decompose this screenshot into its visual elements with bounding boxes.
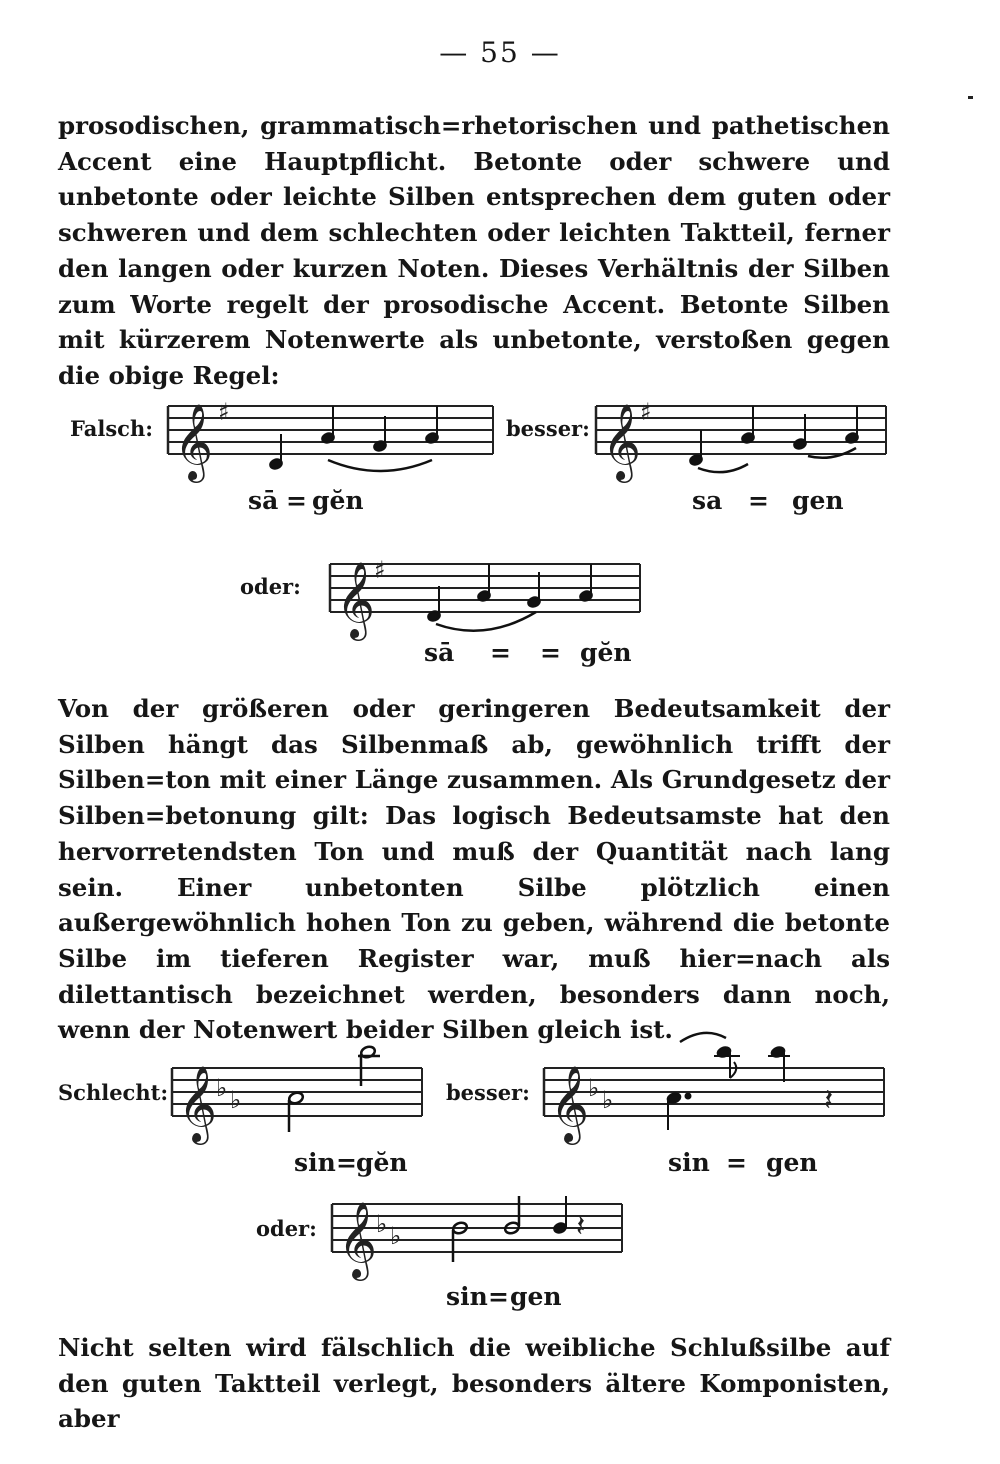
- lyric-hyphen: =: [748, 486, 769, 515]
- treble-clef-icon: 𝄞: [336, 561, 376, 638]
- flat-icon: ♭: [230, 1086, 242, 1114]
- example-label: oder:: [240, 574, 301, 599]
- flat-icon: ♭: [588, 1074, 600, 1102]
- flat-icon: ♭: [376, 1210, 388, 1238]
- example-label: Falsch:: [70, 416, 153, 441]
- sharp-icon: ♯: [218, 398, 230, 426]
- lyric-syllable: gen: [766, 1148, 818, 1177]
- lyric-syllable: gen: [510, 1282, 562, 1311]
- lyric-syllable: sā: [424, 638, 455, 667]
- flat-icon: ♭: [216, 1074, 228, 1102]
- treble-clef-icon: 𝄞: [550, 1065, 590, 1142]
- treble-clef-icon: 𝄞: [338, 1201, 378, 1278]
- lyric-syllable: gĕn: [580, 638, 632, 667]
- music-staff: [168, 386, 498, 486]
- lyric-syllable: sin: [668, 1148, 710, 1177]
- quarter-rest-icon: 𝄽: [824, 1083, 834, 1118]
- lyric-syllable: sin: [446, 1282, 488, 1311]
- lyric-hyphen: =: [490, 638, 511, 667]
- treble-clef-icon: 𝄞: [174, 403, 214, 480]
- lyric-hyphen: =: [336, 1148, 357, 1177]
- paragraph-2: Von der größeren oder geringeren Bedeutsamkeit der Silben hängt das Silbenmaß ab, gewöhnlich trifft der Silben=ton mit einer Länge zusammen. Als Grundgesetz der Silben=betonung gilt: Das logisch Bedeutsamste hat den hervorretendsten Ton und muß der Quantität nach lang sein. Einer unbetonten Silbe plötzlich einen außergewöhnlich hohen Ton zu geben, während die betonte Silbe im tieferen Register war, muß hier=nach als dilettantisch bezeichnet werden, besonders dann noch, wenn der Notenwert beider Silben gleich ist.: [58, 694, 890, 1045]
- lyric-hyphen: =: [286, 486, 307, 515]
- music-staff: [332, 1184, 632, 1284]
- lyric-syllable: gĕn: [356, 1148, 408, 1177]
- lyric-syllable: sā: [248, 486, 279, 515]
- paragraph-3: Nicht selten wird fälschlich die weibliche Schlußsilbe auf den guten Taktteil verlegt, besonders ältere Komponisten, aber: [58, 1333, 890, 1434]
- treble-clef-icon: 𝄞: [602, 403, 642, 480]
- example-label: Schlecht:: [58, 1080, 169, 1105]
- sharp-icon: ♯: [374, 556, 386, 584]
- treble-clef-icon: 𝄞: [178, 1065, 218, 1142]
- lyric-syllable: gen: [792, 486, 844, 515]
- music-staff: [596, 386, 896, 486]
- example-label: oder:: [256, 1216, 317, 1241]
- flat-icon: ♭: [390, 1222, 402, 1250]
- sharp-icon: ♯: [640, 398, 652, 426]
- paragraph-1: prosodischen, grammatisch=rhetorischen und pathetischen Accent eine Hauptpflicht. Betonte oder schwere und unbetonte oder leichte Silben entsprechen dem guten oder schweren und dem schlechten oder leichten Taktteil, ferner den langen oder kurzen Noten. Dieses Verhältnis der Silben zum Worte regelt der prosodische Accent. Betonte Silben mit kürzerem Notenwerte als unbetonte, verstoßen gegen die obige Regel:: [58, 111, 890, 390]
- example-label: besser:: [506, 416, 590, 441]
- lyric-hyphen: =: [540, 638, 561, 667]
- lyric-syllable: sin: [294, 1148, 336, 1177]
- example-label: besser:: [446, 1080, 530, 1105]
- lyric-hyphen: =: [726, 1148, 747, 1177]
- music-staff: [330, 544, 650, 644]
- page-number: — 55 —: [439, 36, 561, 69]
- margin-mark: [968, 96, 973, 99]
- quarter-rest-icon: 𝄽: [576, 1209, 586, 1244]
- music-staff: [544, 1048, 894, 1148]
- lyric-syllable: sa: [692, 486, 723, 515]
- lyric-hyphen: =: [488, 1282, 509, 1311]
- music-staff: [172, 1048, 432, 1148]
- flat-icon: ♭: [602, 1086, 614, 1114]
- lyric-syllable: gĕn: [312, 486, 364, 515]
